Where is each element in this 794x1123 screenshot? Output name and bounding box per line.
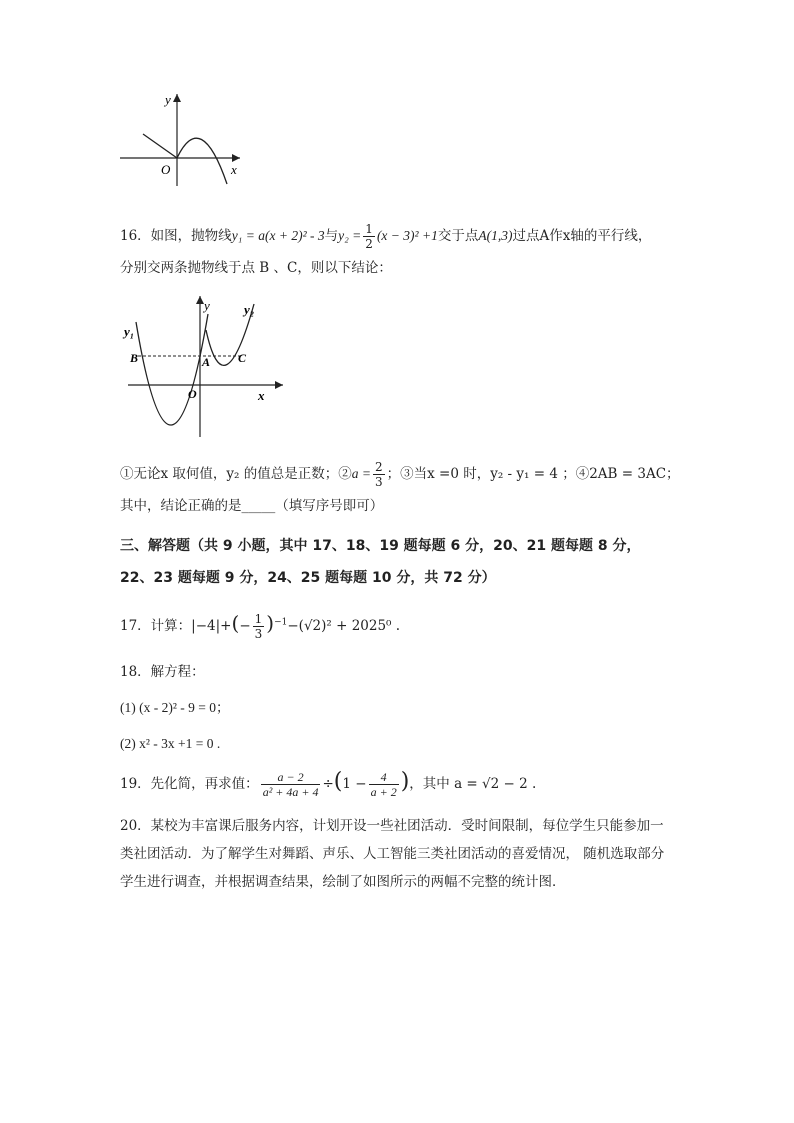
fraction-a-minus-2: $\frac{a - 2}{\text{a² + 4a + 4}}$ — [262, 770, 319, 799]
fig2-A-label: A — [202, 355, 211, 369]
q19: 19．先化简，再求值： $\frac{a - 2}{\text{a² + 4a + 4}}$ ÷(1 − $\frac{4}{a + 2}$ )，其中 a = √2 − 2 . — [120, 769, 537, 799]
fraction-4-over-a-plus-2: $\frac{4}{a + 2}$ — [370, 770, 397, 799]
fig2-y1-label: y₁ — [124, 324, 135, 339]
q20-line1: 20．某校为丰富课后服务内容，计划开设一些社团活动．受时间限制，每位学生只能参加一 — [120, 818, 664, 834]
fig2-origin-label: O — [188, 387, 197, 401]
q18-part2: (2) x² - 3x +1 = 0 . — [120, 736, 221, 751]
section-heading-line1: 三、解答题（共 9 小题，其中 17、18、19 题每题 6 分，20、21 题每题 8 分， — [120, 538, 641, 554]
q16-answer-prompt: 其中，结论正确的是_____（填写序号即可） — [120, 498, 384, 514]
q16-line2: 分别交两条抛物线于点 B 、C，则以下结论： — [120, 260, 392, 276]
fig2-B-label: B — [130, 351, 139, 365]
q20-line3: 学生进行调查，并根据调查结果，绘制了如图所示的两幅不完整的统计图． — [120, 874, 566, 890]
q18-title: 18．解方程： — [120, 664, 205, 680]
fig1-origin-label: O — [161, 162, 171, 177]
q17: 17．计算：|−4|+(− $\frac{1}{3}$ )$^{-1}$−(√2)² + 2025⁰ . — [120, 611, 401, 641]
fig1-x-label: x — [231, 162, 237, 177]
fraction-two-thirds: $\frac{2}{3}$ — [374, 460, 383, 489]
fig1-y-label: y — [165, 92, 171, 107]
fraction-one-third: $\frac{1}{3}$ — [254, 612, 263, 641]
q20-line2: 类社团活动．为了解学生对舞蹈、声乐、人工智能三类社团活动的喜爱情况， 随机选取部分 — [120, 846, 665, 862]
fraction-half: $\frac{1}{2}$ — [365, 222, 373, 251]
q16-line1: 16．如图，抛物线y₁ = a(x + 2)² - 3与y₂ = $\frac{1}{2}$ (x − 3)² +1交于点A(1,3)过点A作x轴的平行线， — [120, 222, 652, 251]
section-heading-line2: 22、23 题每题 9 分，24、25 题每题 10 分，共 72 分） — [120, 570, 496, 586]
fig2-x-label: x — [258, 388, 265, 403]
fig2-y-label: y — [204, 298, 210, 313]
figure-parabola-2 — [118, 292, 293, 442]
y1-equation: y₁ = a(x + 2)² - 3 — [231, 228, 325, 243]
q18-part1: (1) (x - 2)² - 9 = 0； — [120, 700, 230, 715]
fig2-y2-label: y₂ — [244, 302, 255, 317]
fig2-C-label: C — [238, 351, 247, 365]
figure-parabola-1 — [115, 88, 250, 188]
q16-conclusions: ①无论x 取何值，y₂ 的值总是正数；②a = $\frac{2}{3}$ ；③当x =0 时，y₂ - y₁ = 4 ；④2AB = 3AC； — [120, 460, 680, 489]
